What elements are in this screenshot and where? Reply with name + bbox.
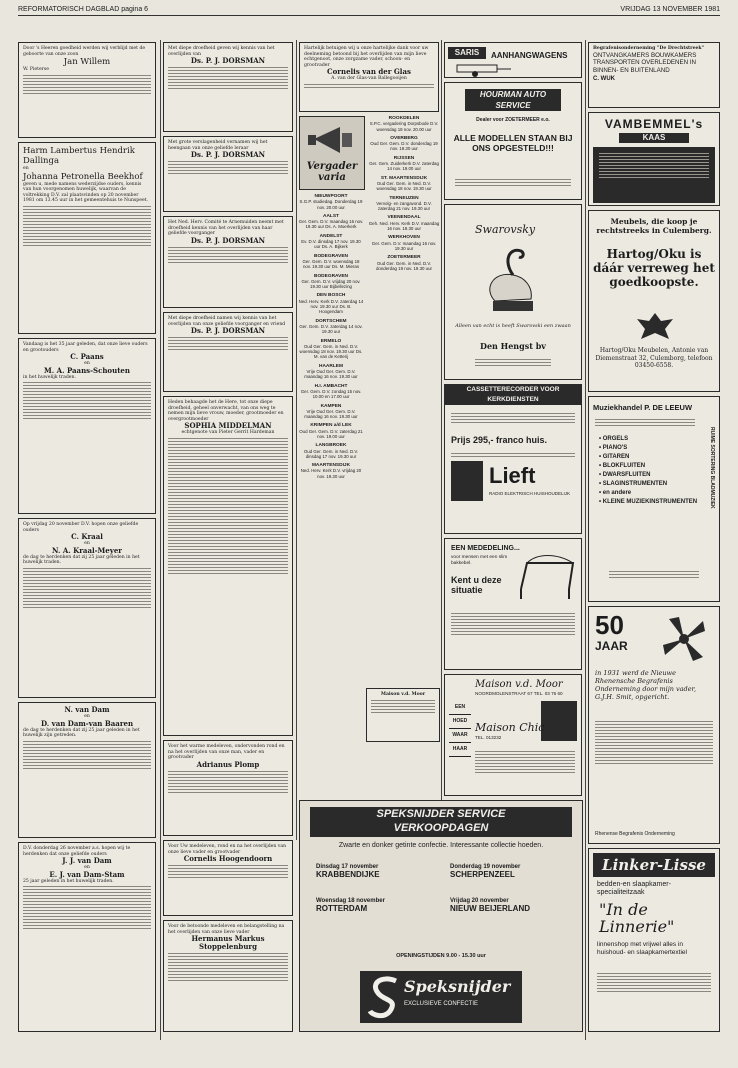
mededeling-title: EEN MEDEDELING... [451,545,520,552]
obituary-dorsman-1 [163,42,293,132]
vambemmel-title: VAMBEMMEL's [604,117,704,131]
trailer-icon [453,63,513,77]
drecht-top: Begrafenisonderneming "De Drechtstreek" [593,46,704,51]
notice-detail: Geh. Ned. Herv. Kerk D.V. maandag 16 nov. 19.30 uur [368,220,440,232]
place-2: SCHERPENZEEL [450,870,515,879]
ad-drechtstreek [588,42,720,108]
notice-detail: S.P.C. vergadering Dorpsbode D.V. woensdag 18 nov. 20.00 uur [369,121,439,132]
linker-title: Linker-Lisse [593,853,715,877]
moor-tag: HOED [449,715,471,729]
anniv-body: de dag te herdenken dat zij 25 jaar geleden in het huwelijk traden. [23,554,140,566]
obit-name: Ds. P. J. DORSMAN [190,56,266,66]
church-notice-3 [298,254,364,270]
ad-speksnijder [299,800,583,1032]
notice-detail: Vervolg- en zangavond. D.V. zaterdag 21 nov. 19.30 uur [376,200,432,212]
ad-mededeling [444,538,582,670]
notice-detail: S.G.P. studiedag. Donderdag 19 nov. 20.00 uur [299,199,363,210]
thanks-van-der-glas [299,42,439,112]
groom-name: Harm Lambertus Hendrik Dallinga [23,146,135,166]
church-notice-13 [298,463,364,479]
anniv-name-2: M. A. Paans-Schouten [44,365,130,375]
hourman-name: HOURMAN AUTO SERVICE [465,89,561,111]
notice-detail: Ned. Herv. Kerk D.V. vrijdag 20 nov. 19.30 uur [300,468,362,479]
notice-detail: Ev. D.V. dinsdag 17 nov. 19.30 uur Ds. A. Bijkerk [301,239,361,250]
notice-title: RIJSSEN [393,155,415,161]
speksnijder-title-2: VERKOOPDAGEN [393,822,489,834]
obit-text: Het Ned. Herv. Comité te Arnemuiden neemt met droefheid kennis van het overlijden van haar geliefde voorganger [168,220,284,237]
muziek-title: Muziekhandel P. DE LEEUW [593,403,693,412]
ad-cassette [444,384,582,534]
obit-text: Met diepe droefheid geven wij kennis van het overlijden van [168,46,275,57]
wedding-text: geven u, mede namens wederzijdse ouders, kennis van hun voorgenomen huwelijk, waarvan de voltrekking D.V. zal plaatsvinden op 20 november 1981 om 13.45 uur in het gemeentehuis te Nunspeet. [23,181,148,204]
mededeling-sub: voor mensen met een slim bakkebel. [451,555,508,566]
bed-icon [517,549,577,603]
notice-title: VEENENDAAL [387,215,421,221]
thanks-name: Hermanus Markus Stoppelenburg [191,934,265,952]
muziek-item: • DWARSFLUITEN [599,472,651,478]
anniv-name-1: N. van Dam [64,705,110,714]
ad-swarovski [444,204,582,380]
cassette-brand: Lieft [489,463,536,488]
anniv-body: de dag te herdenken dat zij 25 jaar geleden in het huwelijk zijn getreden. [23,727,140,739]
thanks-text: Voor het warme medeleven, ondervonden rond en na het overlijden van onze man, vader en grootvader [168,744,285,761]
notice-title: BODEGRAVEN [313,273,349,279]
cassette-price: Prijs 295,- franco huis. [451,435,548,445]
notice-detail: Ger. Gem. D.V. zondag 15 nov. 10.00 en 17.00 uur [300,388,362,400]
place-3: ROTTERDAM [316,904,368,913]
jaar-footer: Rhenense Begrafenis Onderneming [595,831,675,837]
meubels-head: Meubels, die koop je rechtstreeks in Culemberg. [596,217,712,235]
ad-hartog-oku [588,210,720,392]
ad-anniversary-kraal: Op vrijdag 20 november D.V. hopen onze geliefde ouders C. Kraal en N. A. Kraal-Meyer de dag te herdenken dat zij 25 jaar geleden in het huwelijk traden. [18,518,156,698]
moor-brand-small: Maison v.d. Moor [380,692,426,697]
drecht-body: ONTVANGKAMERS BOUWKAMERS TRANSPORTEN OVERLEDENEN IN BINNEN- EN BUITENLAND [593,51,697,74]
obit-name: Ds. P. J. DORSMAN [190,235,266,245]
notice-detail: Oud Ger. Gem. in Ned. D.V. dinsdag 17 nov. 19.30 uur [303,448,359,459]
ad-maison [444,674,582,796]
birth-name: Jan Willem [63,57,111,68]
place-1: KRABBENDIJKE [316,870,380,879]
vambemmel-sub: KAAS [619,133,689,143]
notice-title: H.I. AMBACHT [314,383,348,389]
notice-title: MAARTENSDIJK [311,463,351,469]
notice-detail: Ger. Gem. D.V. zaterdag 14 nov. 19.30 uur [299,323,363,335]
notice-title: OVERBERG [390,135,418,141]
ad-linker-lisse [588,848,720,1032]
swarovski-brand: Swarovsky [475,223,536,236]
swarovski-shop: Den Hengst bv [480,341,546,351]
muziek-item: • PIANO'S [599,445,628,451]
notice-title: ZOETERMEER [387,255,421,261]
church-notice-1 [298,214,364,230]
muziek-item: • ORGELS [599,436,629,442]
notice-detail: Vrije Oud Ger. Gem. D.V. maandag 16 nov. 19.30 uur [304,369,358,380]
church-notice-4 [298,274,364,290]
eagle-crest-icon [635,309,675,343]
vergader-title-1: Vergader [306,161,358,172]
thanks-text: Hartelijk betuigen wij u onze hartelijke dank voor uw deelneming betoond bij het overlijden van mijn lieve echtgenoot, onze zorgzame vader, schoon- en grootvader [304,46,429,68]
anniv-text: D.V. donderdag 26 november a.s. hopen wij te herdenken dat onze geliefde ouders [23,846,131,857]
moor-tag: EEN [449,701,471,715]
thanks-name: Cornelis Hoogendoorn [183,854,273,864]
notice-detail: Oud Ger. Gem. in Ned. D.V. woensdag 18 nov. 19.30 uur Ds. M. van de Ketterij [299,343,363,360]
ad-birth-jan-willem [18,42,156,138]
jaar-number: 50 [595,610,624,640]
notice-title: KRIMPEN a/d LEK [310,423,352,429]
moor-tag: HAAR [449,743,471,757]
obituary-dorsman-4 [163,312,293,392]
anniv-name-1: C. Kraal [71,532,103,542]
thanks-sub: A. van der Glas-van Ballegooijen [331,76,407,82]
obituary-middelman [163,396,293,736]
saris-brand: SARIS [448,47,486,59]
date-3: Woensdag 18 november [316,898,385,904]
and-text: en [23,166,29,171]
obit-sub: echtgenote van Pieter Gerrit Hardeman [181,430,275,436]
obituary-dorsman-2 [163,136,293,212]
anniv-name-1: J. J. van Dam [62,856,112,866]
vergader-title-2: varia [318,172,346,183]
notice-detail: Oud Ger. Gem. in Ned. D.V. woensdag 18 nov. 19.30 uur [376,180,432,192]
hourman-dealer: Dealer voor ZOETERMEER e.o. [476,117,550,123]
notice-title: ANDELST [319,233,343,239]
church-notice-b-0 [368,136,440,152]
anniv-body: 25 jaar geleden in het huwelijk traden. [23,878,114,884]
thanks-name: Cornelis van der Glas [327,67,411,77]
column-rule [585,40,586,1040]
obit-text: Met diepe droefheid namen wij kennis van het overlijden van onze geliefde voorganger en vriend [168,316,286,327]
church-notices-list [298,194,364,849]
church-notice-b-1 [368,156,440,172]
muziek-item: • en andere [599,490,632,496]
church-notice-7 [298,339,364,360]
obituary-dorsman-3 [163,216,293,308]
notice-title: WERKHOVEN [388,235,420,241]
anniv-name-2: D. van Dam-van Baaren [40,718,134,728]
church-notice-b-4 [368,215,440,231]
muziek-items-list [599,435,697,507]
cassette-sub: RADIO ELEKTRISCH HUISHOUDELIJK [489,491,571,496]
church-notice-5 [298,293,364,314]
speksnijder-subtitle: Zwarte en donker getinte confectie. Interessante collectie hoeden. [338,842,544,849]
ad-50-jaar [588,606,720,844]
muziek-side: RUIME SORTERING BLADMUZIEK [709,427,715,509]
saris-title: AANHANGWAGENS [491,51,568,60]
crystal-swan-icon [473,241,553,321]
place-4: NIEUW BEIJERLAND [450,904,531,913]
ad-hourman [444,82,582,200]
birth-sub: W. Pieterse [23,67,49,73]
speksnijder-tagline: EXCLUSIEVE CONFECTIE [404,1001,479,1007]
speksnijder-brand: Speksnijder [404,977,511,996]
church-notice-b-3 [368,196,440,212]
meubels-footer: Hartog/Oku Meubelen, Antonie van Diemenstraat 32, Culemborg, telefoon 03450-6558. [595,347,713,369]
notice-detail: Ger. Gem. D.V. woensdag 18 nov. 19.30 uur Ds. M. Mieras [302,258,360,270]
notice-title: ST. MAARTENSDIJK [380,175,428,181]
church-notice-12 [298,443,364,459]
anniv-body: in het huwelijk traden. [23,374,76,380]
notice-detail: Ned. Herv. Kerk D.V. zaterdag 14 nov. 19.30 uur Ds. B. Hoogendam [298,298,364,315]
notice-title: ERMELO [320,338,342,344]
s-logo-icon [366,975,402,1019]
anniv-name-2: E. J. van Dam-Stam [49,869,125,879]
thanks-name: Adrianus Plomp [196,759,260,769]
birth-text: Door 's Heeren goedheid werden wij verblijd met de geboorte van onze zoon [23,46,146,57]
linker-sub: bedden-en slaapkamer-specialiteitzaak [597,881,671,896]
obit-name: Ds. P. J. DORSMAN [190,326,266,336]
ad-anniversary-paans: Vandaag is het 35 jaar geleden, dat onze lieve ouders en grootouders C. Paans en M. A. Paans-Schouten in het huwelijk traden. [18,338,156,514]
header-right: VRIJDAG 13 NOVEMBER 1981 [620,6,720,13]
speksnijder-title-1: SPEKSNIJDER SERVICE [376,808,506,820]
obit-name: SOPHIA MIDDELMAN [184,421,272,431]
notice-title: ROOKDELEN [388,116,420,121]
moor-tags [449,701,471,757]
obit-text: Met grote verslagenheid vernamen wij het heengaan van onze geliefde leraar [168,140,268,151]
muziek-item: • BLOKFLUITEN [599,463,646,469]
date-4: Vrijdag 20 november [450,898,509,904]
church-notice-0 [298,194,364,210]
notice-title: AALST [323,213,339,219]
thanks-hoogendoorn [163,840,293,916]
date-1: Dinsdag 17 november [316,864,379,870]
ad-saris [444,42,582,78]
flower-icon [659,611,709,667]
anniv-name-2: N. A. Kraal-Meyer [52,545,122,555]
bride-name: Johanna Petronella Beekhof [23,171,143,182]
notice-title: DORTSCHEM [315,318,347,324]
thanks-text: Voor de betoonde medeleven en belangstelling na het overlijden van onze lieve vader [168,924,285,935]
ad-muziekhandel [588,396,720,602]
notice-title: HAARLEM [319,363,343,369]
header-left: REFORMATORISCH DAGBLAD pagina 6 [18,6,149,13]
vergader-varia-logo [299,116,365,190]
ad-maison-moor-small [366,688,440,742]
muziek-item: • SLAGINSTRUMENTEN [599,481,668,487]
hourman-promo: ALLE MODELLEN STAAN BIJ ONS OPGESTELD!!! [453,133,573,153]
muziek-item: • GITAREN [599,454,630,460]
jaar-word: JAAR [595,639,628,653]
notice-title: TERNEUZEN [389,195,419,201]
church-notice-b-2 [368,176,440,192]
notice-title: DEN BOSCH [316,293,346,299]
notice-detail: Oud Ger. Gem. in Ned. D.V. donderdag 19 nov. 19.30 uur [375,260,433,271]
thanks-plomp [163,740,293,836]
church-notice-2 [298,234,364,250]
column-rule [160,40,161,1040]
thanks-stoppelenburg [163,920,293,1032]
opening-hours: OPENINGSTIJDEN 9.00 - 15.30 uur [396,953,486,959]
moor-address: NOORDMOLENSTRAAT 67 TEL. 03 76 60 [475,691,563,696]
mededeling-question: Kent u deze situatie [451,575,502,595]
notice-detail: Ger. Gem. D.V. maandag 16 nov. 19.30 uur Ds. A. Moerkerk [298,219,364,230]
page-header [18,6,720,16]
ad-anniversary-van-dam: N. van Dam en D. van Dam-van Baaren de dag te herdenken dat zij 25 jaar geleden in het huwelijk zijn getreden. [18,702,156,838]
jaar-body: in 1931 werd de Nieuwe Rhenensche Begrafenis Onderneming door mijn vader, G.J.H. Smit, opgericht. [595,669,697,701]
column-rule [296,40,297,840]
cassette-title: CASSETTERECORDER VOOR KERKDIENSTEN [445,385,581,405]
moor-tag: WAAR [449,729,471,743]
linnerie-desc: linnenshop met vrijwel alles in huishoud- en slaapkamertextiel [597,941,687,956]
anniv-name-1: C. Paans [70,352,104,362]
church-notice-b-6 [368,255,440,271]
notice-title: KAMPEN [320,403,342,409]
muziek-item: • KLEINE MUZIEKINSTRUMENTEN [599,499,698,505]
lady-photo [541,701,577,741]
church-notice-9 [298,384,364,400]
notice-title: NIEUWPOORT [314,194,348,199]
linnerie-brand: "In de Linnerie" [599,900,675,936]
drecht-name: C. WUK [593,76,615,83]
chic-brand: Maison Chic [475,721,545,734]
obit-name: Ds. P. J. DORSMAN [190,150,266,160]
ad-wedding-dallinga [18,142,156,334]
megaphone-icon [300,119,365,159]
notice-detail: Oud Ger. Gem. D.V. zaterdag 21 nov. 19.00 uur [299,428,363,439]
church-notice-10 [298,404,364,420]
anniv-text: Op vrijdag 20 november D.V. hopen onze geliefde ouders [23,522,139,533]
column-rule [441,40,442,840]
thanks-text: Voor Uw medeleven, rond en na het overlijden van onze lieve vader en grootvader [168,844,287,855]
obit-text: Heden behaagde het de Here, tot onze diepe droefheid, geheel onverwacht, van ons weg te nemen mijn lieve vrouw, moeder, grootmoeder en overgrootmoeder [168,400,284,422]
church-notice-11 [298,423,364,439]
notice-detail: Ger. Gem. D.V. maandag 16 nov. 19.30 uur [371,240,437,251]
notice-detail: Vrije Oud Ger. Gem. D.V. maandag 16 nov. 19.30 uur [304,408,358,420]
notice-title: BODEGRAVEN [313,253,349,259]
notice-detail: Ger. Gem. D.V. vrijdag 20 nov. 19.30 uur Bijbellezing [301,278,361,290]
anniv-text: Vandaag is het 35 jaar geleden, dat onze lieve ouders en grootouders [23,342,148,353]
ad-vambemmel [588,112,720,206]
church-notice-6 [298,319,364,335]
notice-detail: Ger. Gem. Zuiderkerk D.V. zaterdag 14 nov. 19.00 uur [369,161,439,172]
church-notice-b-5 [368,235,440,251]
meubels-slogan: Hartog/Oku is dáár verreweg het goedkoopste. [593,247,715,289]
moor-brand: Maison v.d. Moor [475,679,563,690]
ad-anniversary-stam: D.V. donderdag 26 november a.s. hopen wij te herdenken dat onze geliefde ouders J. J. van Dam en E. J. van Dam-Stam 25 jaar geleden in het huwelijk traden. [18,842,156,1032]
notice-title: LANGBROEK [315,443,347,449]
date-2: Donderdag 19 november [450,864,521,870]
chic-tel: TEL. 013232 [475,735,502,740]
notice-detail: Oud Ger. Gem. D.V. donderdag 19 nov. 19.30 uur [370,141,438,152]
church-notice-8 [298,364,364,380]
swarovski-line: Alleen van echt is heeft Swarovski een zwaan [455,323,571,329]
radio-logo-icon [451,461,483,501]
